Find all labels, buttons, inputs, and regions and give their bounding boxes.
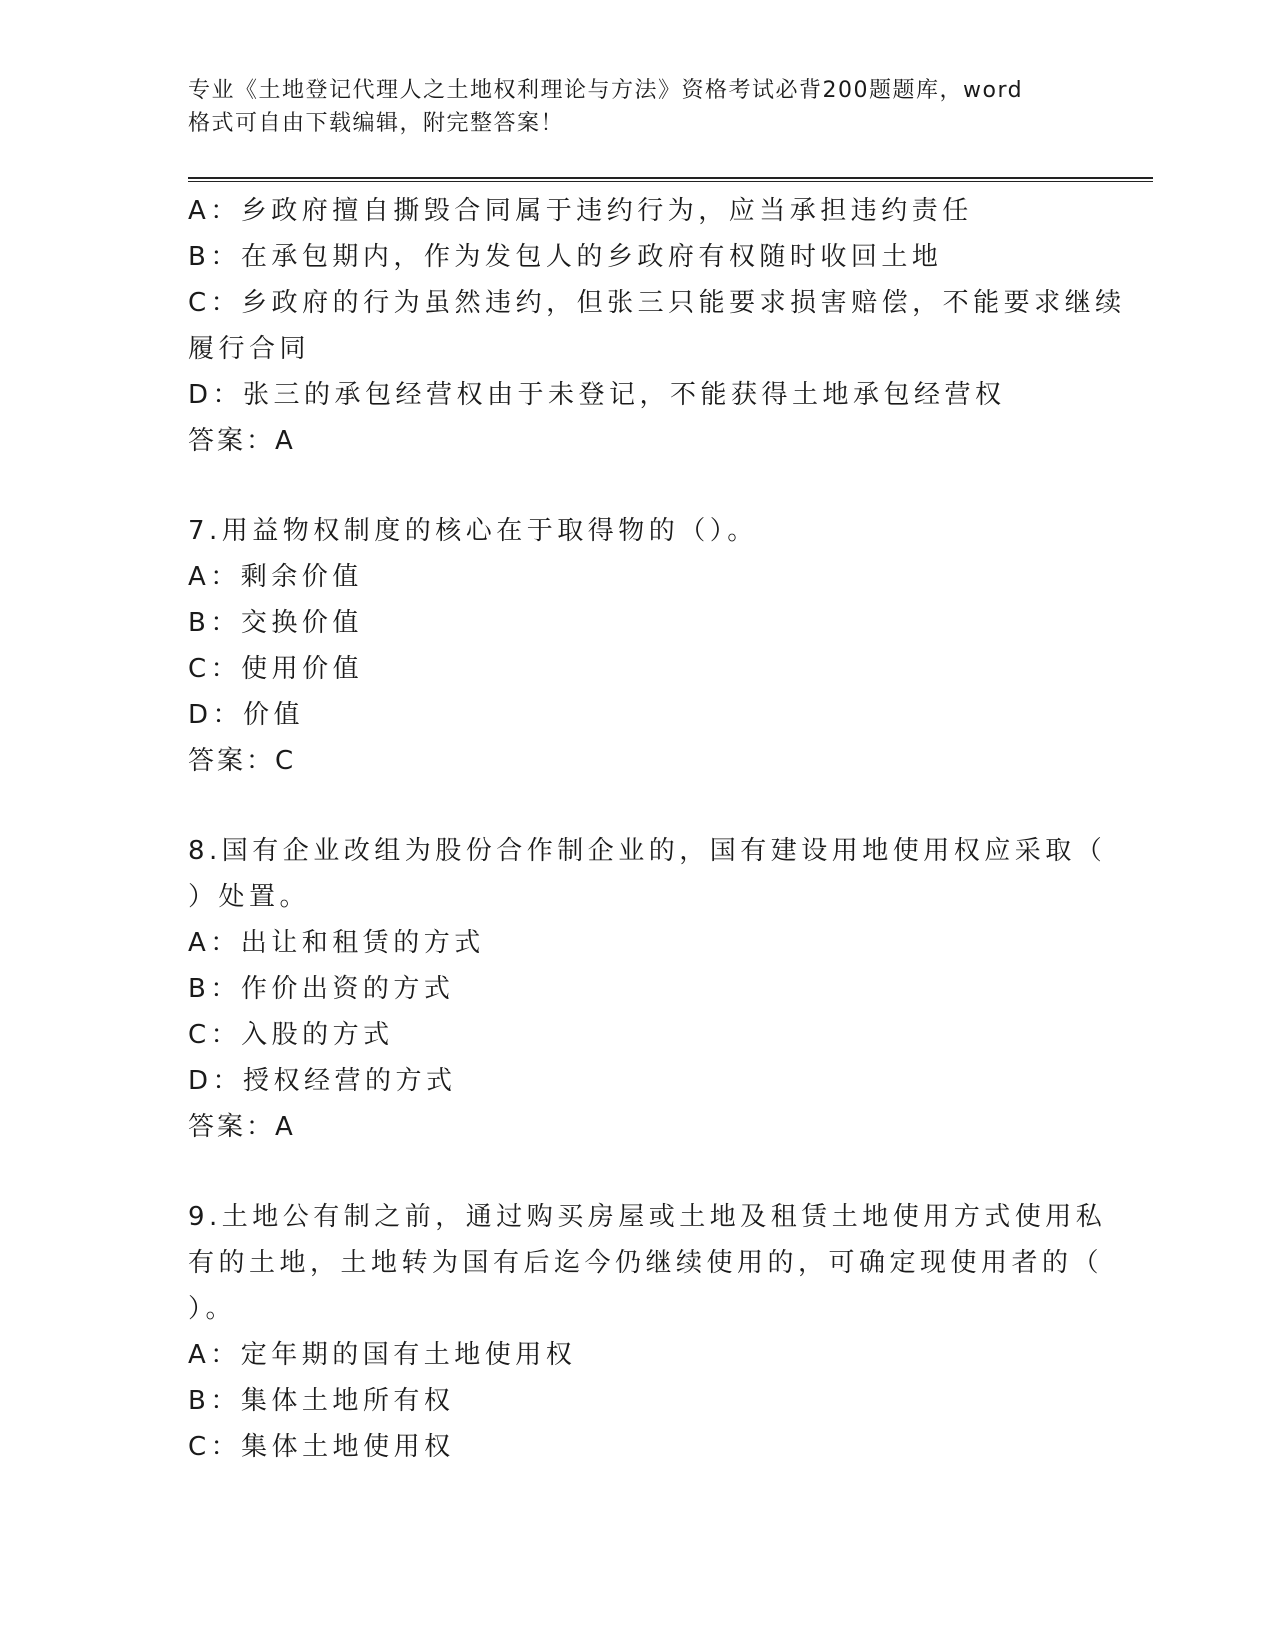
spacer	[188, 464, 1068, 508]
question-list	[188, 188, 1126, 1470]
q9-option-a: A：定年期的国有土地使用权	[188, 1340, 577, 1370]
q7-option-b: B：交换价值	[188, 608, 363, 638]
q6-answer: 答案：A	[188, 426, 296, 456]
q9-stem-line-2: 有的土地，土地转为国有后迄今仍继续使用的，可确定现使用者的（	[188, 1248, 1104, 1278]
header-line-1: 专业《土地登记代理人之土地权利理论与方法》资格考试必背200题题库，word	[188, 78, 1024, 103]
header-divider-thin	[188, 181, 1153, 182]
q8-answer: 答案：A	[188, 1112, 296, 1142]
question-8	[188, 828, 1107, 1150]
q8-stem-line-2: ）处置。	[188, 882, 311, 912]
q6-option-b: B：在承包期内，作为发包人的乡政府有权随时收回土地	[188, 242, 943, 272]
q9-stem-line-3: ）。	[188, 1294, 237, 1324]
q9-option-c: C：集体土地使用权	[188, 1432, 455, 1462]
q7-option-d: D：价值	[188, 700, 305, 730]
q7-answer: 答案：C	[188, 746, 297, 776]
question-9	[188, 1194, 1107, 1470]
spacer	[188, 784, 1068, 828]
q6-option-d: D：张三的承包经营权由于未登记，不能获得土地承包经营权	[188, 380, 1006, 410]
q9-option-b: B：集体土地所有权	[188, 1386, 455, 1416]
q7-option-a: A：剩余价值	[188, 562, 363, 592]
q8-option-b: B：作价出资的方式	[188, 974, 455, 1004]
q8-option-d: D：授权经营的方式	[188, 1066, 457, 1096]
header-line-2: 格式可自由下载编辑，附完整答案！	[188, 111, 565, 136]
question-7	[188, 508, 1068, 784]
q6-option-a: A：乡政府擅自撕毁合同属于违约行为，应当承担违约责任	[188, 196, 973, 226]
question-6	[188, 188, 1126, 464]
q8-option-c: C：入股的方式	[188, 1020, 394, 1050]
q7-stem: 7.用益物权制度的核心在于取得物的（）。	[188, 516, 758, 546]
spacer	[188, 1150, 1068, 1194]
q6-option-c-line-2: 履行合同	[188, 334, 311, 364]
document-header	[188, 74, 1068, 140]
q9-stem-line-1: 9.土地公有制之前，通过购买房屋或土地及租赁土地使用方式使用私	[188, 1202, 1107, 1232]
q8-stem-line-1: 8.国有企业改组为股份合作制企业的，国有建设用地使用权应采取（	[188, 836, 1107, 866]
header-divider-thick	[188, 177, 1153, 179]
q7-option-c: C：使用价值	[188, 654, 364, 684]
q8-option-a: A：出让和租赁的方式	[188, 928, 485, 958]
q6-option-c-line-1: C：乡政府的行为虽然违约，但张三只能要求损害赔偿，不能要求继续	[188, 288, 1126, 318]
